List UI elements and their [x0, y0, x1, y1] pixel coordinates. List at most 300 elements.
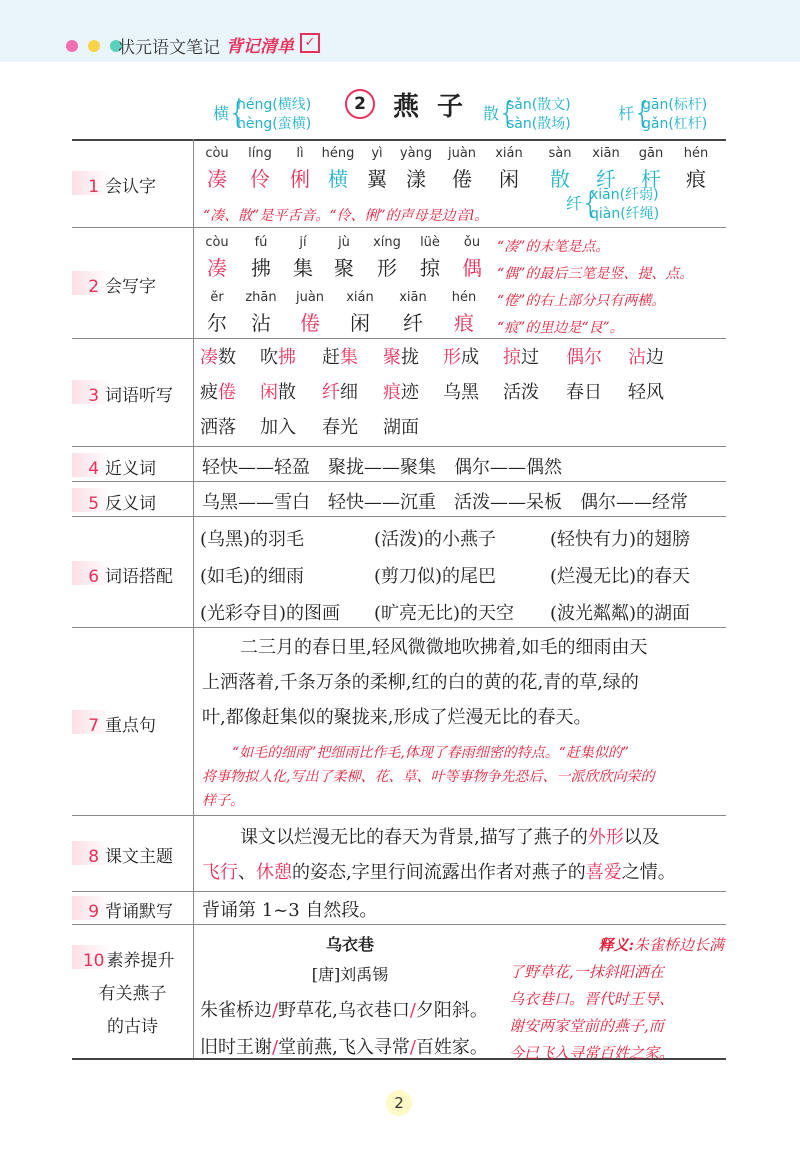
word-char: 春 [566, 382, 584, 403]
polyphone-char: 纤 [566, 194, 583, 213]
text: 文 [258, 827, 276, 848]
keyword: 外形 [587, 827, 624, 848]
row-number: 8 [88, 847, 100, 867]
poem-char: 百 [415, 1037, 434, 1058]
poem-line [200, 1033, 488, 1059]
row-title: 会写字 [105, 277, 157, 297]
polyphone-item: héng(横线) [237, 97, 312, 113]
row-label-2 [72, 272, 193, 297]
poem-char: 。 [469, 1000, 488, 1021]
pinyin: juàn [447, 146, 477, 161]
lesson-title: 燕子 [393, 92, 482, 122]
word-char: 落 [218, 417, 236, 438]
text: 无 [330, 827, 348, 848]
pinyin: juàn [295, 290, 325, 305]
word-char: 光 [340, 417, 358, 438]
word-char: 拢 [401, 347, 419, 368]
row-divider [72, 627, 726, 628]
pinyin: fú [254, 235, 268, 250]
poem-char: 姓 [433, 1037, 452, 1058]
text: 春 [384, 827, 402, 848]
row-divider [72, 516, 726, 517]
dictation-word [503, 378, 539, 404]
hanzi: 集 [293, 256, 313, 280]
dictation-word [200, 343, 236, 369]
poem-char: 口 [391, 1000, 410, 1021]
text: 的 [569, 827, 588, 848]
theme-line [202, 858, 676, 884]
row-label-7 [72, 711, 193, 736]
polyphone-item: hèng(蛮横) [237, 116, 312, 132]
collocation: (乌黑)的羽毛 [200, 529, 305, 550]
pinyin: zhān [245, 290, 277, 305]
word-char: 吹 [260, 347, 278, 368]
polyphone-item: sàn(散场) [507, 116, 571, 132]
hanzi: 闲 [499, 167, 519, 191]
word-char: 细 [340, 382, 358, 403]
poem-char: 时 [218, 1037, 236, 1058]
pinyin: xiān [592, 146, 620, 161]
explain-line: 乌衣巷口。晋代时王导、 [509, 990, 675, 1008]
hanzi: 痕 [686, 167, 706, 191]
explain-line: 朱雀桥边长满 [633, 936, 724, 954]
row-divider [72, 815, 726, 816]
row1-note: “凑、散”是平舌音。“伶、俐”的声母是边音l。 [203, 208, 489, 224]
text: 烂 [294, 827, 312, 848]
pinyin: sàn [548, 146, 572, 161]
hanzi: 偶 [462, 256, 482, 280]
pinyin: yàng [399, 146, 433, 161]
row-label-10 [72, 946, 193, 971]
hanzi: 散 [550, 167, 570, 191]
dictation-word [566, 343, 602, 369]
row-title: 会认字 [105, 177, 157, 197]
table-top-border [72, 139, 726, 141]
row-number: 4 [88, 459, 100, 479]
word-char: 泼 [521, 382, 539, 403]
note-line: “如毛的细雨”把细雨比作毛,体现了春雨细密的特点。“赶集似的” [232, 745, 630, 761]
text: 姿 [310, 862, 328, 883]
row-divider [72, 227, 726, 228]
hanzi: 闲 [350, 311, 370, 335]
row-title: 近义词 [105, 459, 157, 479]
row-label-9 [72, 897, 193, 922]
hanzi: 掠 [420, 256, 440, 280]
pause-mark: / [409, 1037, 416, 1058]
poem-char: 雀 [218, 1000, 236, 1021]
poem-explanation [509, 932, 724, 1067]
poem-char: 寻 [373, 1037, 392, 1058]
word-char: 春 [322, 417, 340, 438]
word-char: 拂 [278, 347, 296, 368]
text: 出 [459, 862, 478, 883]
word-char: 纤 [322, 382, 340, 403]
dictation-word [200, 378, 236, 404]
text: 燕 [533, 827, 552, 848]
row10-sub2: 的古诗 [107, 1017, 158, 1037]
text: 作 [477, 862, 496, 883]
hanzi: 纤 [596, 167, 616, 191]
dictation-word [443, 343, 479, 369]
explain-line: 今已飞入寻常百姓之家。 [509, 1044, 675, 1062]
hanzi: 杆 [641, 167, 661, 191]
polyphone-item: qiàn(纤绳) [590, 206, 660, 222]
collocation: (光彩夺目)的图画 [200, 603, 341, 624]
word-char: 过 [521, 347, 539, 368]
text: 景 [456, 827, 474, 848]
poem-char: 。 [469, 1037, 488, 1058]
hanzi: 痕 [454, 311, 474, 335]
row7-notes [202, 741, 654, 813]
row-number: 9 [88, 902, 100, 922]
poem-char: 燕 [314, 1037, 333, 1058]
pinyin: xíng [373, 235, 401, 250]
row-number: 6 [88, 567, 100, 587]
text: 比 [348, 827, 366, 848]
poem-char: 野 [278, 1000, 297, 1021]
hanzi: 形 [377, 256, 397, 280]
recite-task: 背诵第 1~3 自然段。 [202, 900, 378, 921]
dictation-word [260, 378, 296, 404]
row-label-1 [72, 172, 193, 197]
dictation-word [322, 343, 358, 369]
antonyms: 乌黑——雪白 轻快——沉重 活泼——呆板 偶尔——经常 [202, 492, 688, 513]
word-char: 洒 [200, 417, 218, 438]
checkbox-icon: ✓ [300, 33, 320, 53]
text: 、 [238, 862, 256, 883]
polyphone-item: gǎn(杠杆) [642, 116, 708, 132]
note-line: “偶”的最后三笔是竖、提、点。 [497, 266, 694, 282]
hanzi: 横 [328, 167, 348, 191]
dictation-word [322, 413, 358, 439]
poem-line [200, 996, 488, 1022]
row-divider [72, 481, 726, 482]
text: 流 [423, 862, 442, 883]
pinyin: ěr [210, 290, 224, 305]
hanzi: 聚 [334, 256, 354, 280]
word-char: 迹 [401, 382, 419, 403]
collocation: (旷亮无比)的天空 [374, 603, 515, 624]
text: 的 [366, 827, 384, 848]
dictation-word [503, 343, 539, 369]
poem-char: 旧 [200, 1037, 218, 1058]
poem-char: 谢 [254, 1037, 272, 1058]
poem-char: 乌 [337, 1000, 356, 1021]
word-char: 掠 [503, 347, 521, 368]
poem-char: 巷 [373, 1000, 392, 1021]
poem-char: 家 [451, 1037, 470, 1058]
dictation-word [383, 378, 419, 404]
poem-char: 边 [254, 1000, 272, 1021]
row-divider [72, 446, 726, 447]
synonyms: 轻快——轻盈 聚拢——聚集 偶尔——偶然 [202, 457, 562, 478]
word-char: 痕 [383, 382, 401, 403]
keyword: 休憩 [256, 862, 292, 883]
brace-icon: { [633, 96, 653, 131]
pause-mark: / [409, 1000, 416, 1021]
word-char: 湖 [383, 417, 401, 438]
hanzi: 凑 [207, 256, 227, 280]
pinyin: hén [683, 146, 709, 161]
polyphone-item: xiān(纤弱) [590, 187, 659, 203]
row-title: 背诵默写 [105, 902, 174, 922]
word-char: 轻 [628, 382, 646, 403]
brace-icon: { [498, 96, 518, 131]
keyword: 飞行 [202, 862, 238, 883]
text: 子 [549, 862, 568, 883]
pinyin: xián [346, 290, 374, 305]
row-title: 课文主题 [105, 847, 174, 867]
row-title: 素养提升 [106, 951, 175, 971]
polyphone-san [483, 96, 603, 136]
row-number: 3 [88, 386, 100, 406]
word-char: 倦 [218, 382, 236, 403]
row-number: 10 [82, 951, 105, 971]
row-title: 词语搭配 [105, 567, 174, 587]
pinyin: còu [205, 146, 229, 161]
brace-icon: { [228, 96, 248, 131]
row-label-6 [72, 562, 193, 587]
hanzi: 凑 [207, 167, 227, 191]
polyphone-char: 散 [483, 104, 500, 123]
row-label-8 [72, 842, 193, 867]
text: 漫 [312, 827, 330, 848]
text: 以 [623, 827, 642, 848]
word-char: 尔 [584, 347, 602, 368]
text: 的 [567, 862, 586, 883]
poem-char: 王 [236, 1037, 254, 1058]
word-char: 沾 [628, 347, 646, 368]
row-number: 5 [88, 494, 100, 514]
note-line: 样子。 [202, 793, 244, 809]
row10-sub1: 有关燕子 [98, 984, 167, 1004]
row-divider [72, 924, 726, 925]
polyphone-gan [618, 96, 728, 136]
hanzi: 拂 [251, 256, 271, 280]
word-char: 聚 [383, 347, 401, 368]
word-char: 形 [443, 347, 461, 368]
explain-line: 了野草花,一抹斜阳洒在 [509, 963, 664, 981]
word-char: 风 [646, 382, 664, 403]
poem-char: 阳 [433, 1000, 452, 1021]
poem-char: , [332, 1000, 338, 1021]
text: 露 [441, 862, 460, 883]
word-char: 边 [646, 347, 664, 368]
hanzi: 漾 [406, 167, 426, 191]
word-char: 面 [401, 417, 419, 438]
dictation-word [260, 413, 296, 439]
text: 态 [328, 862, 346, 883]
dictation-word [443, 378, 479, 404]
collocation: (剪刀似)的尾巴 [374, 566, 497, 587]
pinyin: héng [321, 146, 355, 161]
hanzi: 翼 [367, 167, 387, 191]
poem-char: 夕 [415, 1000, 434, 1021]
text: 。 [657, 862, 676, 883]
hanzi: 尔 [207, 311, 227, 335]
note-line: “痕”的里边是“艮”。 [497, 320, 624, 336]
text: 课 [240, 827, 258, 848]
key-sentence-line: 上洒落着,千条万条的柔柳,红的白的黄的花,青的草,绿的 [202, 672, 639, 693]
text: 字 [351, 862, 370, 883]
polyphone-item: gān(标杆) [642, 97, 708, 113]
page-number: 2 [386, 1090, 412, 1116]
polyphone-char: 杆 [618, 104, 635, 123]
poem-char: 草 [296, 1000, 315, 1021]
text: 描 [479, 827, 498, 848]
row-title: 反义词 [105, 494, 157, 514]
key-sentence-line: 叶,都像赶集似的聚拢来,形成了烂漫无比的春天。 [202, 707, 592, 728]
dictation-word [200, 413, 236, 439]
text: 了 [515, 827, 534, 848]
key-sentence-line: 二三月的春日里,轻风微微地吹拂着,如毛的细雨由天 [240, 637, 648, 658]
poem-char: 入 [355, 1037, 374, 1058]
hanzi: 倦 [452, 167, 472, 191]
collocation: (波光粼粼)的湖面 [550, 603, 691, 624]
poem-char: 斜 [451, 1000, 470, 1021]
row-divider [72, 891, 726, 892]
pinyin: xiān [399, 290, 427, 305]
dictation-word [566, 378, 602, 404]
pinyin: líng [248, 146, 272, 161]
text: 为 [420, 827, 438, 848]
text: 写 [497, 827, 516, 848]
text: 间 [405, 862, 424, 883]
hanzi: 俐 [290, 167, 310, 191]
hanzi: 纤 [403, 311, 423, 335]
collocation: (轻快有力)的翅膀 [550, 529, 691, 550]
polyphone-item: sǎn(散文) [507, 97, 571, 113]
dictation-word [383, 343, 419, 369]
keyword: 喜爱 [585, 862, 622, 883]
word-char: 赶 [322, 347, 340, 368]
word-char: 疲 [200, 382, 218, 403]
row-title: 词语听写 [105, 386, 174, 406]
pinyin: lì [296, 146, 304, 161]
dictation-word [383, 413, 419, 439]
poem-char: , [332, 1037, 338, 1058]
collocation: (活泼)的小燕子 [374, 529, 497, 550]
hanzi: 倦 [300, 311, 320, 335]
pause-mark: / [272, 1000, 279, 1021]
polyphone-xian [566, 186, 676, 226]
brand-title: 状元语文笔记 [118, 38, 220, 58]
word-char: 黑 [461, 382, 479, 403]
dot-pink-icon [66, 40, 78, 52]
pause-mark: / [272, 1037, 279, 1058]
row-number: 2 [88, 277, 100, 297]
row-label-3 [72, 381, 193, 406]
word-char: 成 [461, 347, 479, 368]
word-char: 散 [278, 382, 296, 403]
text: 里 [369, 862, 388, 883]
poem-title: 乌衣巷 [325, 935, 374, 954]
text: 行 [387, 862, 406, 883]
text: 者 [495, 862, 514, 883]
word-char: 加 [260, 417, 278, 438]
note-line: “倦”的右上部分只有两横。 [497, 293, 666, 309]
word-char: 日 [584, 382, 602, 403]
text: 背 [438, 827, 456, 848]
pinyin: lüè [420, 235, 440, 250]
hanzi: 伶 [250, 167, 270, 191]
text: 及 [641, 827, 660, 848]
pinyin: ǒu [463, 235, 481, 250]
theme-line [240, 823, 660, 849]
word-char: 偶 [566, 347, 584, 368]
pinyin: gān [638, 146, 664, 161]
poem-char: 衣 [355, 1000, 374, 1021]
pinyin: jù [338, 235, 350, 250]
text: 燕 [531, 862, 550, 883]
poem-char: 前 [296, 1037, 315, 1058]
row-label-4 [72, 454, 193, 479]
word-char: 活 [503, 382, 521, 403]
text: 天 [402, 827, 420, 848]
hanzi: 沾 [251, 311, 271, 335]
pinyin: jí [299, 235, 307, 250]
dictation-word [260, 343, 296, 369]
text: 情 [639, 862, 658, 883]
explain-line: 谢安两家堂前的燕子,而 [509, 1017, 664, 1035]
poem-char: 常 [391, 1037, 410, 1058]
collocation: (烂漫无比)的春天 [550, 566, 691, 587]
dictation-word [628, 378, 664, 404]
pinyin: còu [205, 235, 229, 250]
poem-char: 堂 [278, 1037, 297, 1058]
word-char: 乌 [443, 382, 461, 403]
word-char: 闲 [260, 382, 278, 403]
dictation-word [322, 378, 358, 404]
row-title: 重点句 [105, 716, 157, 736]
pinyin: yì [371, 146, 383, 161]
text: 以 [276, 827, 294, 848]
poem-author: [唐]刘禹锡 [311, 965, 389, 984]
text: 之 [621, 862, 640, 883]
note-line: “凑”的末笔是点。 [497, 239, 610, 255]
pinyin: hén [451, 290, 477, 305]
poem-char: 朱 [200, 1000, 218, 1021]
polyphone-heng [213, 96, 333, 136]
text: 的 [292, 862, 310, 883]
polyphone-char: 横 [213, 104, 230, 123]
row-label-5 [72, 489, 193, 514]
text: , [346, 862, 352, 883]
pinyin: xián [495, 146, 523, 161]
word-char: 集 [340, 347, 358, 368]
text: 子 [551, 827, 570, 848]
dictation-word [628, 343, 664, 369]
brace-icon: { [581, 186, 601, 221]
poem-char: 桥 [236, 1000, 254, 1021]
row-number: 1 [88, 177, 100, 197]
collocation: (如毛)的细雨 [200, 566, 305, 587]
explain-label: 释义: [598, 936, 634, 954]
row2-notes [497, 234, 693, 342]
dot-yellow-icon [88, 40, 100, 52]
header-subtitle: 背记清单 [226, 37, 294, 57]
word-char: 入 [278, 417, 296, 438]
poem-char: 飞 [337, 1037, 356, 1058]
text: 对 [513, 862, 532, 883]
lesson-number: 2 [345, 89, 375, 119]
poem-char: 花 [314, 1000, 333, 1021]
note-line: 将事物拟人化,写出了柔柳、花、草、叶等事物争先恐后、一派欣欣向荣的 [202, 769, 655, 785]
text: , [474, 827, 480, 848]
row-number: 7 [88, 716, 100, 736]
word-char: 数 [218, 347, 236, 368]
word-char: 凑 [200, 347, 218, 368]
